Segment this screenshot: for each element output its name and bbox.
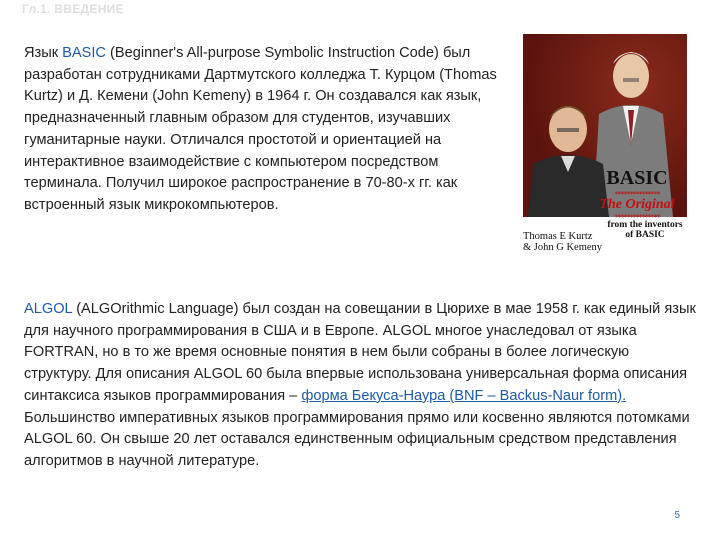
book-cover [592,165,682,223]
basic-description: (Beginner's All-purpose Symbolic Instruction Code) был разработан сотрудниками Дартмутского колледжа Т. Курцом (Thomas Kurtz) и Д. Кемени (John Kemeny) в 1964 г. Он создавался как язык, предназначенный главным образом для студентов, изучавших гуманитарные науки. Отличался простотой и ориентацией на интерактивное взаимодействие с компьютером посредством терминала. Получил широкое распространение в 70-80-х гг. как встроенный язык микрокомпьютеров. [24,45,497,213]
photo-caption [523,231,602,253]
page-number: 5 [674,510,680,521]
book-stars-bottom: *************** [614,213,660,222]
algol-keyword: ALGOL [24,301,73,317]
book-subtitle: The Original [599,197,675,212]
book-note-line-1: from the inventors [607,220,683,230]
bnf-link[interactable]: форма Бекуса-Наура (BNF – Backus-Naur form). [301,387,627,404]
basic-lead: Язык [24,45,63,61]
basic-paragraph [24,43,499,217]
book-note [604,220,686,240]
book-logo: BASIC [606,167,668,189]
book-stars-top: *************** [614,190,660,199]
book-note-line-2: of BASIC [625,230,665,240]
caption-line-2: & John G Kemeny [523,242,603,253]
algol-description-2: Большинство императивных языков программирования прямо или косвенно являются потомками ALGOL 60. Он свыше 20 лет оставался единственным официальным средством представления алгоритмов в научной литературе. [24,409,690,469]
basic-keyword: BASIC [62,45,106,61]
algol-description-1: (ALGOrithmic Language) был создан на совещании в Цюрихе в мае 1958 г. как единый язык для научного программирования в США и в Европе. ALGOL многое унаследовал от языка FORTRAN, но в то же время основные понятия в нем были собраны в более логическую структуру. Для описания ALGOL 60 была впервые использована универсальная форма описания синтаксиса языков программирования – [24,301,696,404]
algol-paragraph [24,299,696,473]
caption-line-1: Thomas E Kurtz [523,231,593,242]
section-header: Гл.1. ВВЕДЕНИЕ [22,2,124,16]
